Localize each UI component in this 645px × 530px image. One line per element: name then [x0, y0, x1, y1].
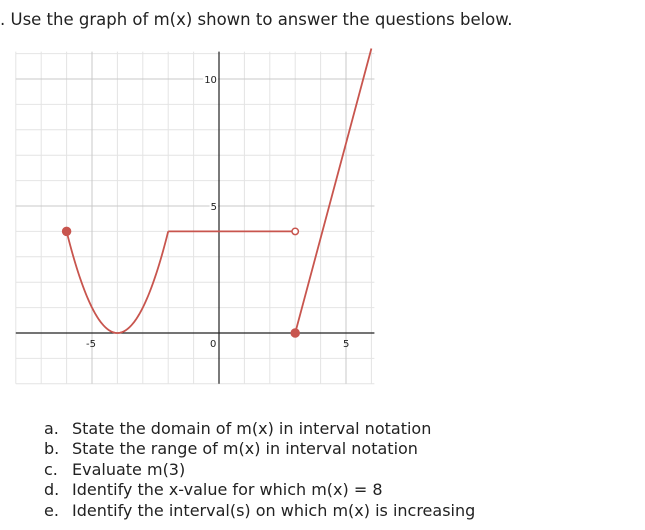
grid	[16, 52, 375, 384]
question-c	[44, 460, 475, 480]
question-a	[44, 419, 475, 439]
question-text: Identify the x-value for which m(x) = 8	[72, 480, 383, 500]
closed-endpoint	[291, 329, 299, 337]
y-tick-label: 10	[204, 75, 217, 86]
closed-endpoint	[63, 227, 71, 235]
question-text: Evaluate m(3)	[72, 459, 186, 479]
question-list	[44, 419, 475, 521]
x-tick-label: 5	[343, 339, 350, 350]
question-b	[44, 439, 475, 459]
y-tick-label: 5	[210, 202, 217, 213]
instructions-text: . Use the graph of m(x) shown to answer the questions below.	[0, 10, 513, 29]
question-marker: e.	[44, 500, 59, 520]
question-text: State the range of m(x) in interval notation	[72, 439, 418, 459]
line-segment-piece	[295, 49, 371, 333]
open-endpoint	[292, 228, 298, 234]
tick-labels	[86, 73, 349, 350]
question-marker: b.	[44, 439, 60, 459]
question-marker: a.	[44, 419, 59, 438]
question-marker: d.	[44, 480, 60, 500]
x-tick-label: 0	[210, 339, 217, 350]
question-e	[44, 501, 475, 521]
question-text: Identify the interval(s) on which m(x) is increasing	[72, 500, 476, 520]
x-tick-label: -5	[86, 339, 96, 350]
question-d	[44, 480, 475, 500]
question-text: State the domain of m(x) in interval notation	[72, 419, 432, 438]
question-marker: c.	[44, 459, 58, 479]
